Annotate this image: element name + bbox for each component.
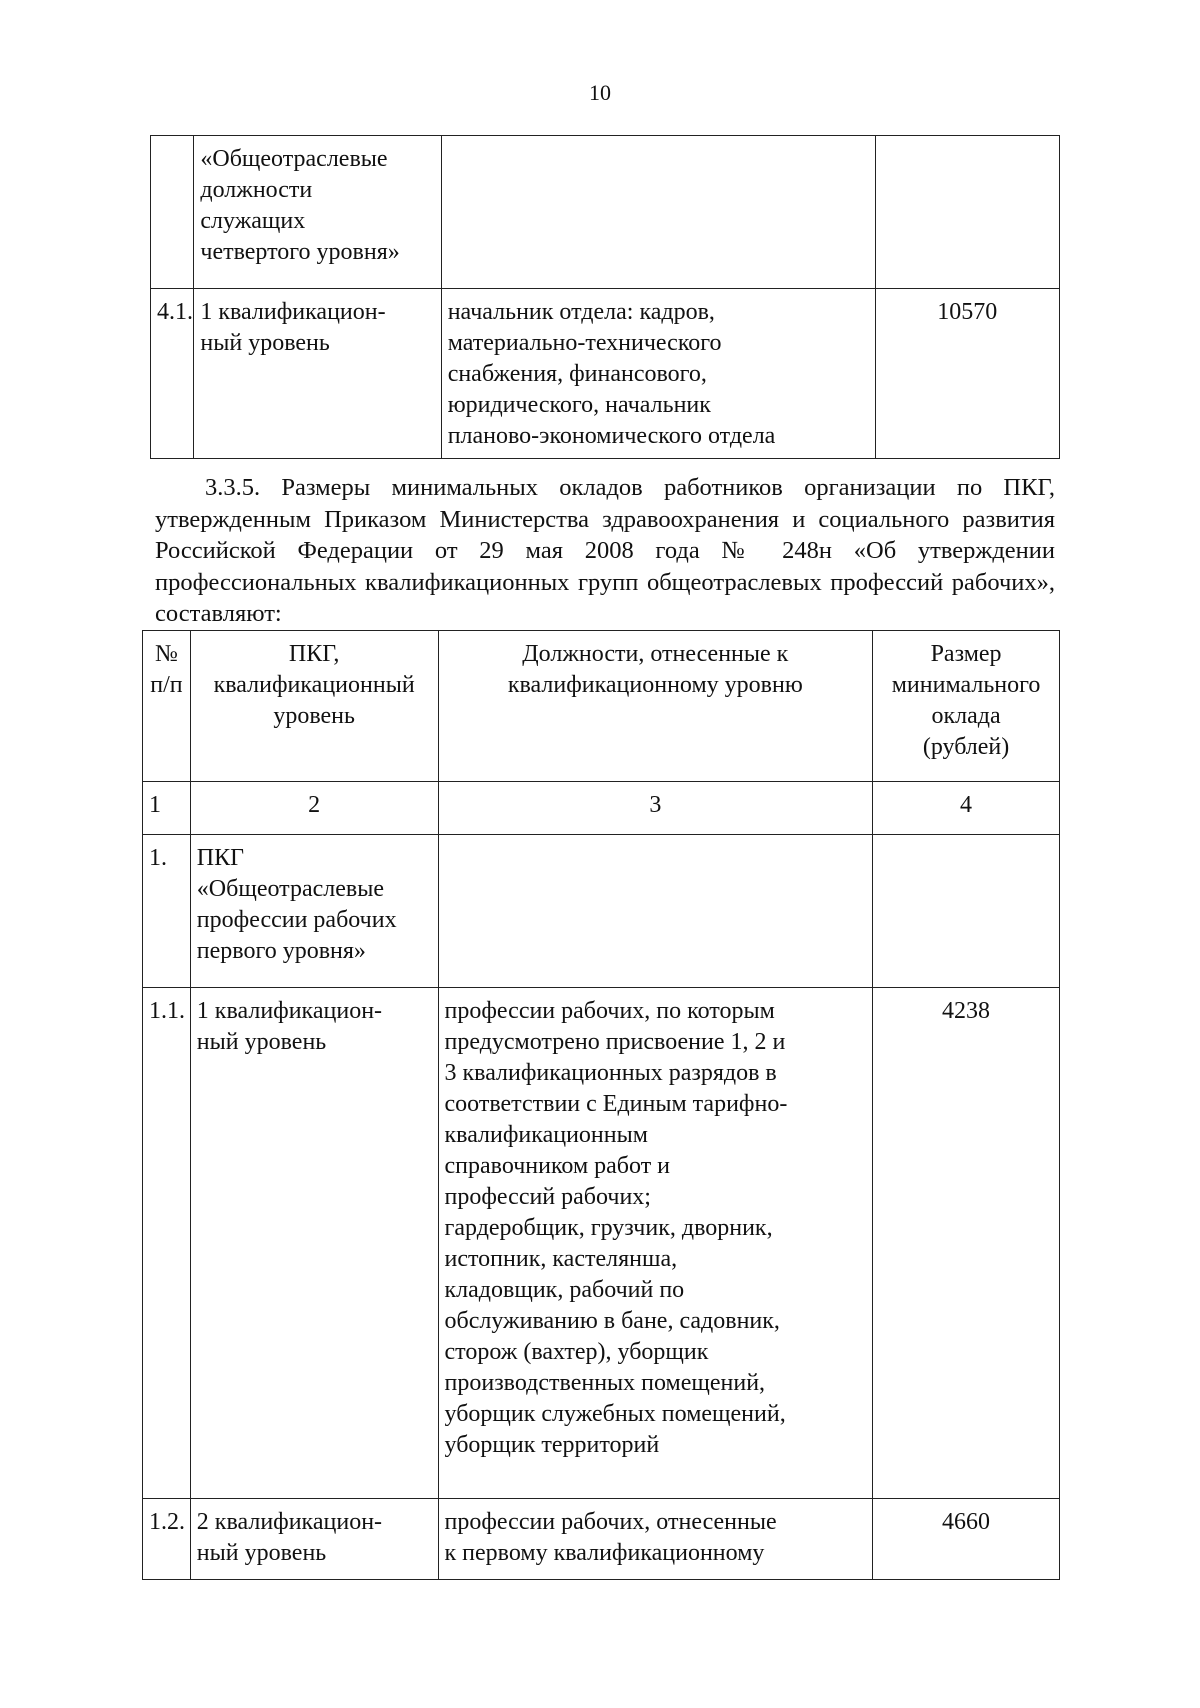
row-number: 4.1. (151, 289, 194, 459)
salary-cell (875, 136, 1059, 289)
salary-cell: 4660 (873, 1499, 1060, 1580)
row-number: 1.2. (143, 1499, 191, 1580)
header-positions: Должности, отнесенные к квалификационному уровню (438, 631, 873, 782)
column-number: 4 (873, 782, 1060, 835)
qualification-level: 1 квалификацион- ный уровень (190, 988, 438, 1499)
salary-table-workers (142, 630, 1060, 1580)
row-number (151, 136, 194, 289)
column-number: 1 (143, 782, 191, 835)
header-salary: Размер минимального оклада (рублей) (873, 631, 1060, 782)
table-row (143, 988, 1060, 1499)
salary-cell (873, 835, 1060, 988)
positions-cell: профессии рабочих, отнесенные к первому квалификационному (438, 1499, 873, 1580)
table-row (151, 136, 1060, 289)
table-row (143, 1499, 1060, 1580)
row-number: 1. (143, 835, 191, 988)
column-number: 2 (190, 782, 438, 835)
table-row (151, 289, 1060, 459)
salary-cell: 10570 (875, 289, 1059, 459)
column-numbering-row (143, 782, 1060, 835)
salary-cell: 4238 (873, 988, 1060, 1499)
positions-cell: начальник отдела: кадров, материально-технического снабжения, финансового, юридического, начальник планово-экономического отдела (441, 289, 875, 459)
qualification-group: «Общеотраслевые должности служащих четвертого уровня» (194, 136, 441, 289)
salary-table-continued (150, 135, 1060, 459)
positions-cell: профессии рабочих, по которым предусмотрено присвоение 1, 2 и 3 квалификационных разрядов в соответствии с Единым тарифно- квалификационным справочником работ и профессий рабочих; гардеробщик, грузчик, дворник, истопник, кастелянша, кладовщик, рабочий по обслуживанию в бане, садовник, сторож (вахтер), уборщик производственных помещений, уборщик служебных помещений, уборщик территорий (438, 988, 873, 1499)
positions-cell (438, 835, 873, 988)
table-header-row (143, 631, 1060, 782)
row-number: 1.1. (143, 988, 191, 1499)
qualification-group: ПКГ «Общеотраслевые профессии рабочих первого уровня» (190, 835, 438, 988)
column-number: 3 (438, 782, 873, 835)
header-number: № п/п (143, 631, 191, 782)
positions-cell (441, 136, 875, 289)
page-number: 10 (589, 80, 611, 105)
table-row (143, 835, 1060, 988)
header-group: ПКГ, квалификационный уровень (190, 631, 438, 782)
paragraph-text: 3.3.5. Размеры минимальных окладов работников организации по ПКГ, утвержденным Приказом Министерства здравоохранения и социального развития Российской Федерации от 29 мая 2008 года № 248н «Об утверждении профессиональных квалификационных групп общеотраслевых профессий рабочих», составляют: (155, 474, 1055, 627)
qualification-level: 2 квалификацион- ный уровень (190, 1499, 438, 1580)
qualification-level: 1 квалификацион- ный уровень (194, 289, 441, 459)
section-paragraph (155, 472, 1055, 630)
